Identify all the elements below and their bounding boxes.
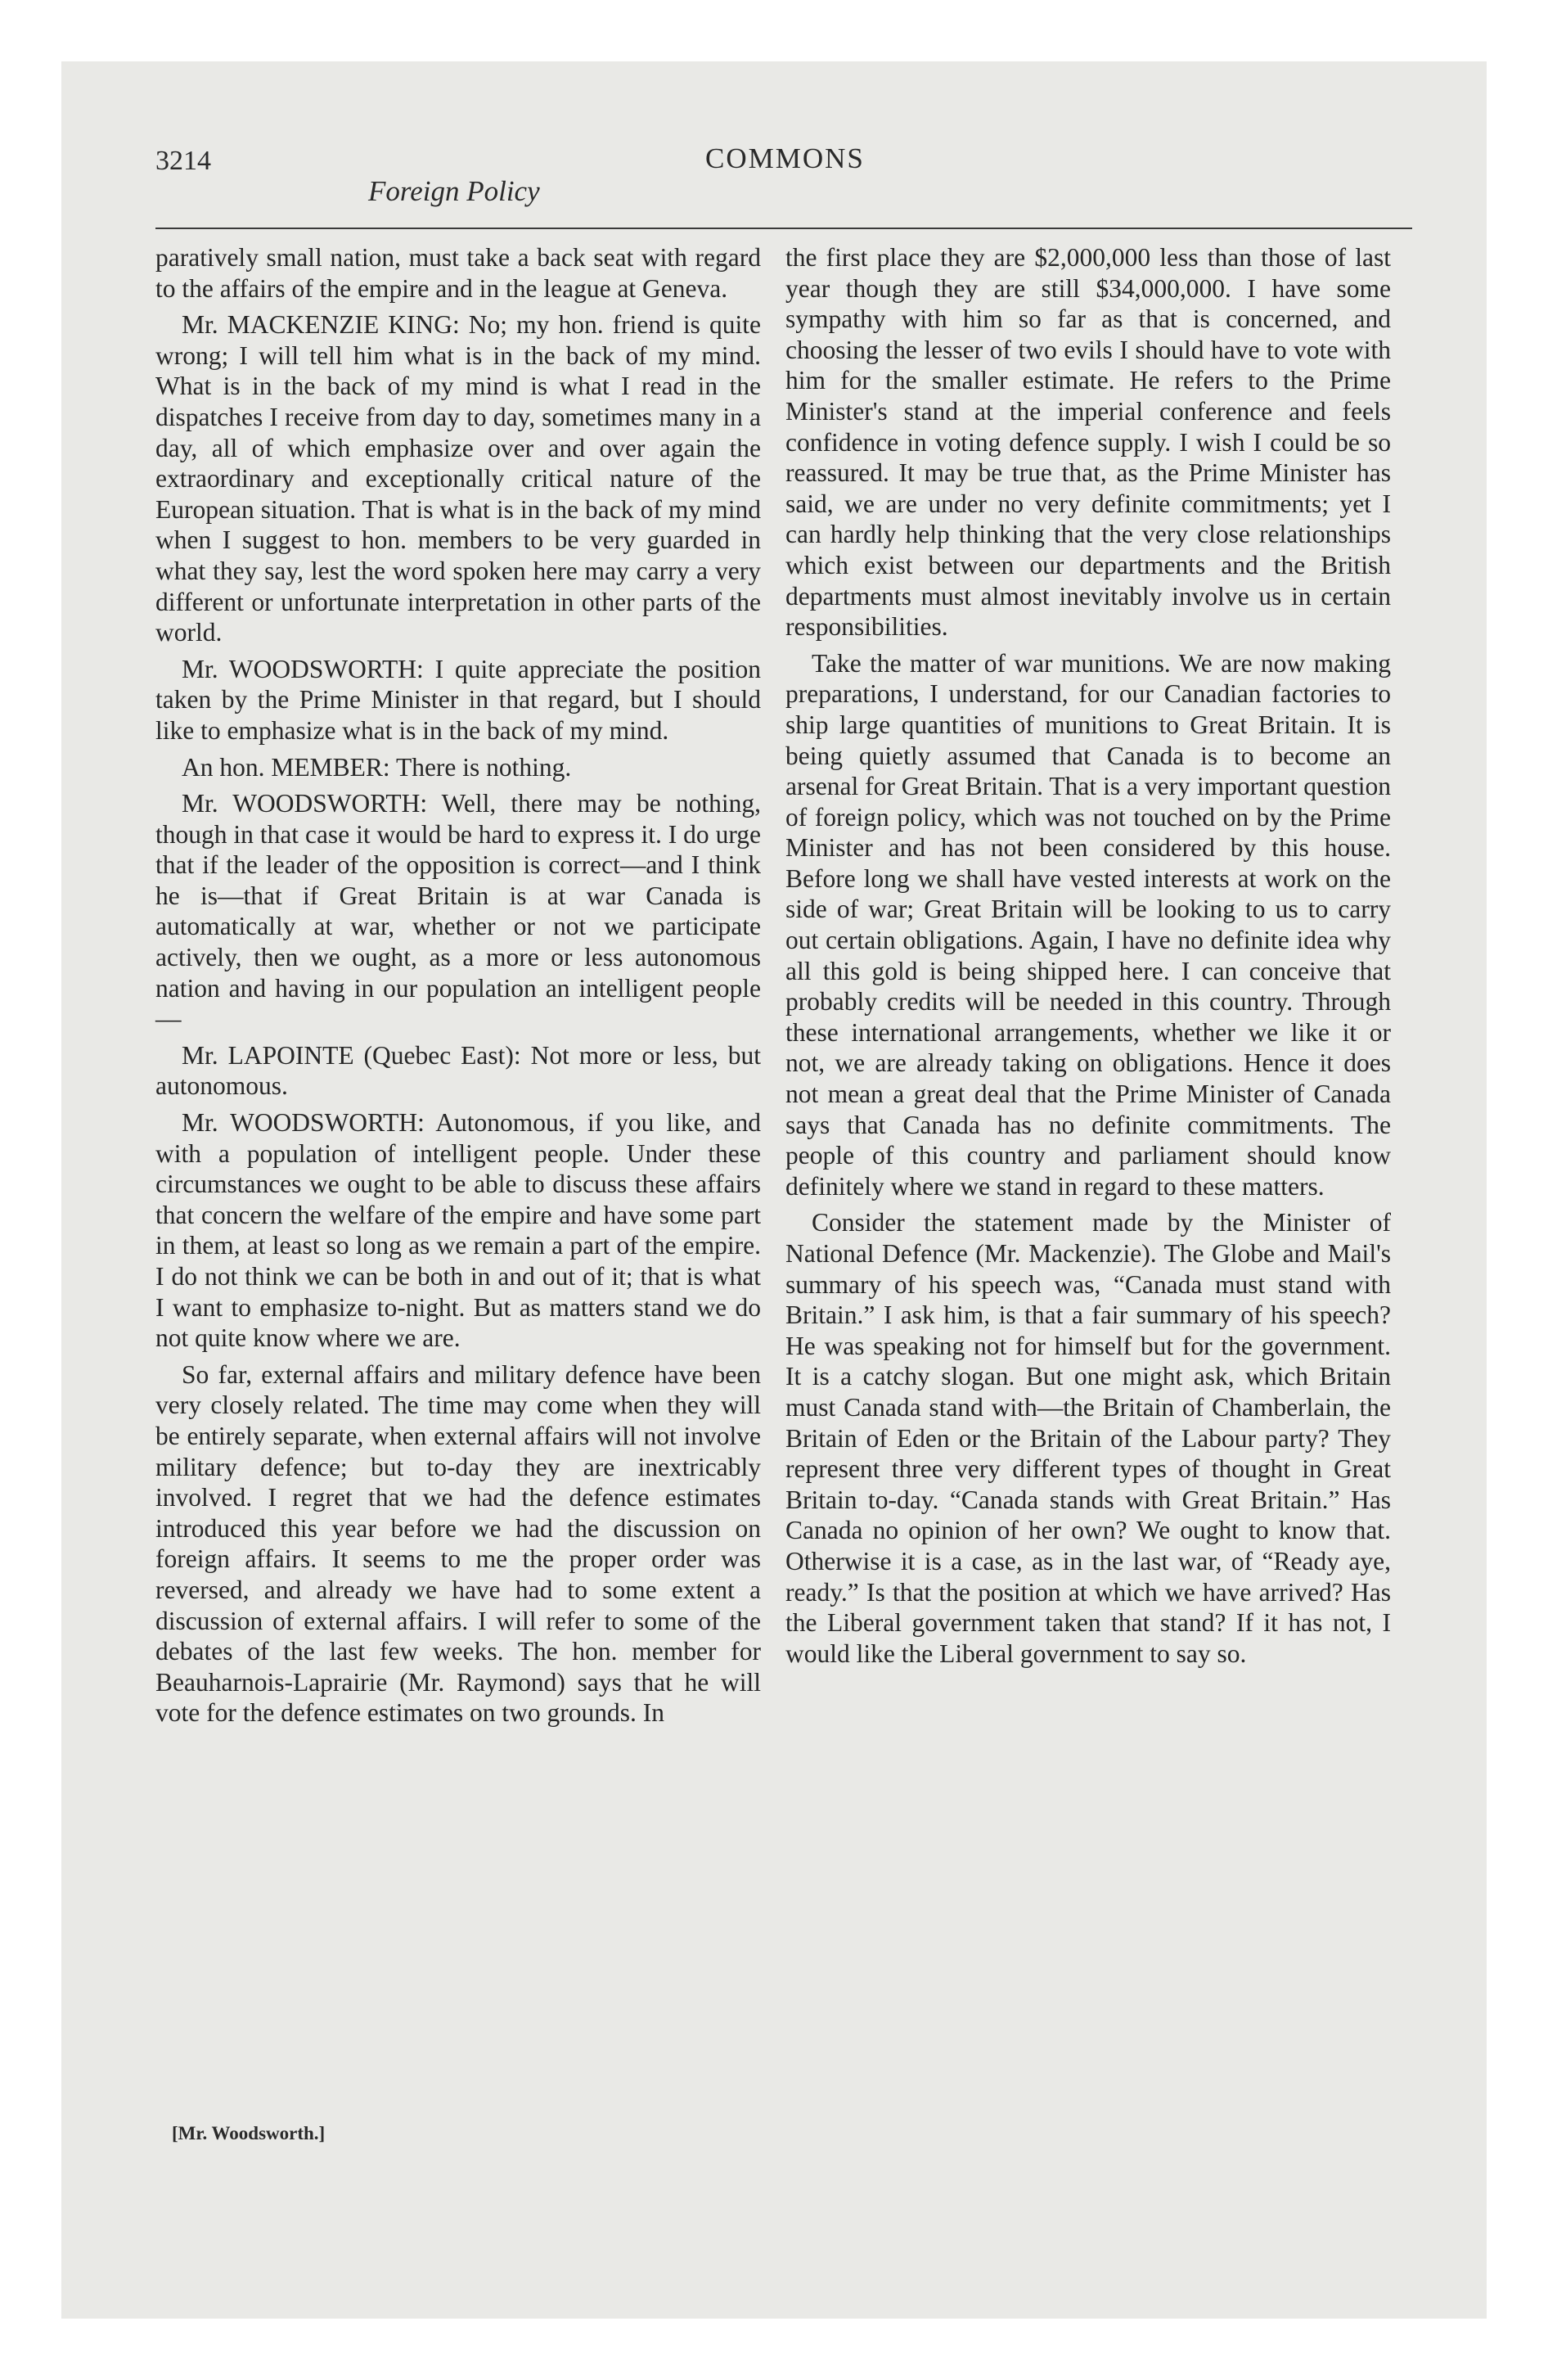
speaker-footer: [Mr. Woodsworth.] bbox=[172, 2123, 326, 2143]
paragraph: So far, external affairs and military defence have been very closely related. The time may come when they will be entirely separate, when external affairs will not involve military defence; but to-day they are inextricably involved. I regret that we had the defence estimates introduced this year before we had the discussion on foreign affairs. It seems to me the proper order was reversed, and already we have had to some extent a discussion of external affairs. I will refer to some of the debates of the last few weeks. The hon. member for Beauharnois-Laprairie (Mr. Raymond) says that he will vote for the defence estimates on two grounds. In bbox=[155, 1359, 761, 1728]
paragraph: paratively small nation, must take a back seat with regard to the affairs of the empire and in the league at Geneva. bbox=[155, 243, 761, 303]
right-column bbox=[785, 242, 1391, 1675]
paragraph: Take the matter of war munitions. We are now making preparations, I understand, for our Canadian factories to ship large quantities of munitions to Great Britain. It is being quietly assumed that Canada is to become an arsenal for Great Britain. That is a very important question of foreign policy, which was not touched on by the Prime Minister and has not been considered by this house. Before long we shall have vested interests at work on the side of war; Great Britain will be looking to us to carry out certain obligations. Again, I have no definite idea why all this gold is being shipped here. I can conceive that probably credits will be needed in this country. Through these international arrangements, whether we like it or not, we are already taking on obligations. Hence it does not mean a great deal that the Prime Minister of Canada says that Canada has no definite commitments. The people of this country and parliament should know definitely where we stand in regard to these matters. bbox=[785, 648, 1391, 1201]
paragraph: Mr. LAPOINTE (Quebec East): Not more or less, but autonomous. bbox=[155, 1040, 761, 1101]
paragraph: Mr. WOODSWORTH: Well, there may be nothing, though in that case it would be hard to express it. I do urge that if the leader of the opposition is correct—and I think he is—that if Great Britain is at war Canada is automatically at war, whether or not we participate actively, then we ought, as a more or less autonomous nation and having in our population an intelligent people— bbox=[155, 789, 761, 1034]
paragraph: the first place they are $2,000,000 less than those of last year though they are still $34,000,000. I have some sympathy with him so far as that is concerned, and choosing the lesser of two evils I should have to vote with him for the smaller estimate. He refers to the Prime Minister's stand at the imperial conference and feels confidence in voting defence supply. I wish I could be so reassured. It may be true that, as the Prime Minister has said, we are under no very definite commitments; yet I can hardly help thinking that the very close relationships which exist between our departments and the British departments must almost inevitably involve us in certain responsibilities. bbox=[785, 243, 1391, 642]
paragraph: Consider the statement made by the Minister of National Defence (Mr. Mackenzie). The Globe and Mail's summary of his speech was, “Canada must stand with Britain.” I ask him, is that a fair summary of his speech? He was speaking not for himself but for the government. It is a catchy slogan. But one might ask, which Britain must Canada stand with—the Britain of Chamberlain, the Britain of Eden or the Britain of the Labour party? They represent three very different types of thought in Great Britain to-day. “Canada stands with Great Britain.” Has Canada no opinion of her own? We ought to know that. Otherwise it is a case, as in the last war, of “Ready aye, ready.” Is that the position at which we have arrived? Has the Liberal government taken that stand? If it has not, I would like the Liberal government to say so. bbox=[785, 1208, 1391, 1668]
paragraph: Mr. WOODSWORTH: Autonomous, if you like, and with a population of intelligent people. Under these circumstances we ought to be able to discuss these affairs that concern the welfare of the empire and have some part in them, at least so long as we remain a part of the empire. I do not think we can be both in and out of it; that is what I want to emphasize to-night. But as matters stand we do not quite know where we are. bbox=[155, 1108, 761, 1353]
paragraph: Mr. MACKENZIE KING: No; my hon. friend is quite wrong; I will tell him what is in the back of my mind. What is in the back of my mind is what I read in the dispatches I receive from day to day, sometimes many in a day, all of which emphasize over and over again the extraordinary and exceptionally critical nature of the European situation. That is what is in the back of my mind when I suggest to hon. members to be very guarded in what they say, lest the word spoken here may carry a very different or unfortunate interpretation in other parts of the world. bbox=[155, 310, 761, 647]
page-number: 3214 bbox=[155, 146, 211, 176]
paragraph: An hon. MEMBER: There is nothing. bbox=[182, 752, 572, 782]
page-header bbox=[155, 141, 1412, 206]
header-rule bbox=[155, 228, 1412, 229]
left-column bbox=[155, 242, 761, 1734]
paragraph: Mr. WOODSWORTH: I quite appreciate the position taken by the Prime Minister in that regard, but I should like to emphasize what is in the back of my mind. bbox=[155, 654, 761, 745]
chamber-title: COMMONS bbox=[705, 142, 865, 174]
section-title: Foreign Policy bbox=[368, 175, 540, 207]
